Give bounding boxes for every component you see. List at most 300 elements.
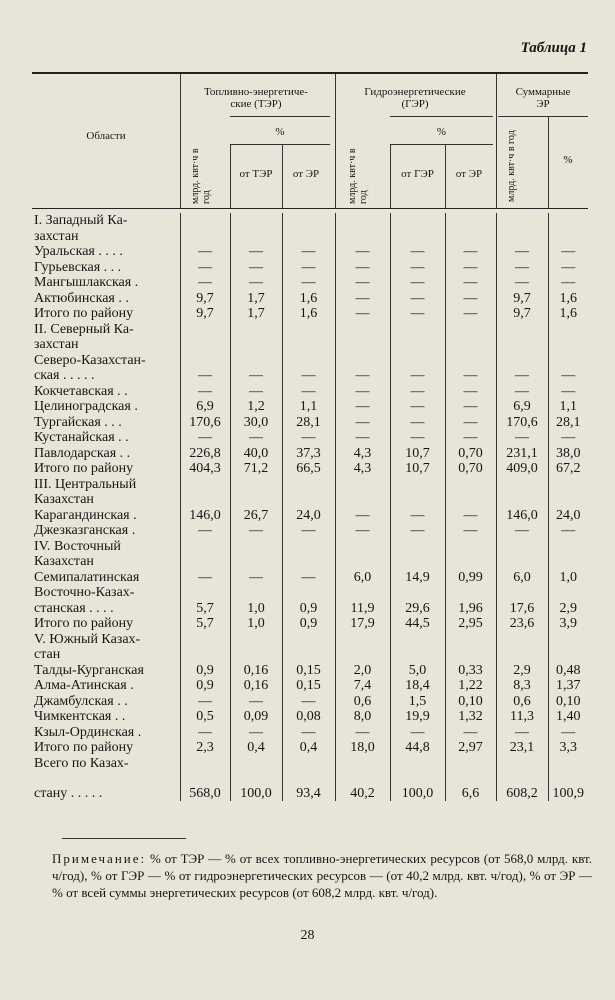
table-cell: — — [230, 275, 282, 291]
table-cell: 608,2 — [496, 771, 548, 801]
table-cell: — — [180, 725, 230, 741]
region-name: Карагандинская . — [34, 507, 137, 523]
table-cell: 0,9 — [180, 678, 230, 694]
table-cell: 1,2 — [230, 399, 282, 415]
table-cell — [230, 492, 282, 508]
table-cell — [548, 585, 588, 601]
table-cell: 1,40 — [548, 709, 588, 725]
table-cell: 146,0 — [496, 508, 548, 524]
table-cell: 6,6 — [445, 771, 496, 801]
table-cell — [548, 756, 588, 772]
region-name: Кзыл-Ординская . — [34, 724, 142, 740]
table-cell: 3,9 — [548, 616, 588, 632]
table-cell: — — [548, 430, 588, 446]
table-row — [32, 337, 588, 353]
table-cell — [282, 539, 335, 555]
table-cell: 9,7 — [180, 306, 230, 322]
table-body — [32, 213, 588, 801]
table-cell: 170,6 — [496, 415, 548, 431]
table-cell: 8,3 — [496, 678, 548, 694]
table-cell: — — [335, 523, 390, 539]
region-column-header: Области — [86, 130, 126, 142]
table-cell — [282, 213, 335, 229]
table-cell — [335, 554, 390, 570]
table-cell: 1,6 — [282, 306, 335, 322]
table-cell: 66,5 — [282, 461, 335, 477]
table-cell — [335, 353, 390, 369]
sum-pct-header: % — [563, 154, 573, 166]
table-cell: 28,1 — [282, 415, 335, 431]
table-cell — [230, 229, 282, 245]
region-name: Целиноградская . — [34, 399, 138, 414]
table-cell: 226,8 — [180, 446, 230, 462]
table-row — [32, 523, 588, 539]
table-cell: 409,0 — [496, 461, 548, 477]
table-cell: — — [496, 523, 548, 539]
table-cell: 7,4 — [335, 678, 390, 694]
table-cell: — — [335, 430, 390, 446]
table-cell: 40,2 — [335, 771, 390, 801]
table-cell: 1,0 — [230, 601, 282, 617]
table-cell: 19,9 — [390, 709, 445, 725]
table-cell: 14,9 — [390, 570, 445, 586]
table-cell: — — [335, 725, 390, 741]
table-row — [32, 415, 588, 431]
table-cell — [548, 477, 588, 493]
table-cell — [180, 632, 230, 648]
table-cell: 4,3 — [335, 461, 390, 477]
sum-group-header: Суммарные ЭР — [515, 86, 571, 110]
table-cell: 1,6 — [548, 306, 588, 322]
table-cell: — — [445, 291, 496, 307]
table-cell — [282, 492, 335, 508]
table-cell — [180, 756, 230, 772]
table-cell: 71,2 — [230, 461, 282, 477]
table-cell: 67,2 — [548, 461, 588, 477]
table-row — [32, 647, 588, 663]
table-cell: 9,7 — [180, 291, 230, 307]
table-cell — [335, 337, 390, 353]
table-cell: — — [282, 570, 335, 586]
table-cell: — — [335, 291, 390, 307]
table-cell: — — [335, 415, 390, 431]
ger-abs-header: млрд. квт·ч в год — [347, 148, 369, 204]
table-cell: 1,1 — [548, 399, 588, 415]
table-cell — [445, 213, 496, 229]
table-cell: 0,9 — [180, 663, 230, 679]
table-cell: — — [180, 570, 230, 586]
table-cell: 0,09 — [230, 709, 282, 725]
table-cell — [230, 585, 282, 601]
table-cell: 2,95 — [445, 616, 496, 632]
ger-pct-header: % — [436, 126, 447, 138]
region-name: Восточно-Казах- — [34, 585, 135, 600]
table-cell: — — [390, 244, 445, 260]
table-cell: 6,9 — [496, 399, 548, 415]
table-cell: — — [390, 523, 445, 539]
table-cell — [496, 554, 548, 570]
table-cell: — — [445, 430, 496, 446]
table-cell — [390, 539, 445, 555]
table-cell: 0,4 — [230, 740, 282, 756]
table-row — [32, 244, 588, 260]
table-cell: 24,0 — [548, 508, 588, 524]
table-cell: — — [282, 523, 335, 539]
table-cell: — — [445, 523, 496, 539]
table-cell: — — [230, 430, 282, 446]
table-cell: 170,6 — [180, 415, 230, 431]
table-cell — [230, 539, 282, 555]
region-name: Чимкентская . . — [34, 709, 126, 724]
table-cell: — — [180, 275, 230, 291]
table-cell: 1,7 — [230, 291, 282, 307]
table-cell: — — [282, 368, 335, 384]
table-cell: 37,3 — [282, 446, 335, 462]
table-cell: — — [335, 508, 390, 524]
table-cell: — — [282, 384, 335, 400]
table-cell — [496, 539, 548, 555]
table-cell — [335, 647, 390, 663]
table-cell: 5,0 — [390, 663, 445, 679]
table-cell: — — [548, 384, 588, 400]
table-cell: — — [445, 508, 496, 524]
table-cell — [180, 647, 230, 663]
table-cell: 100,0 — [230, 771, 282, 801]
ger-from-er-header: от ЭР — [455, 168, 483, 180]
table-row — [32, 213, 588, 229]
footnote-label: Примечание: — [52, 851, 147, 866]
table-cell — [230, 322, 282, 338]
table-cell: 1,6 — [548, 291, 588, 307]
region-name: Северо-Казахстан- — [34, 352, 146, 368]
table-row — [32, 384, 588, 400]
region-name: Итого по району — [34, 740, 134, 755]
table-cell — [335, 632, 390, 648]
table-cell — [496, 322, 548, 338]
table-cell — [335, 477, 390, 493]
table-cell — [496, 492, 548, 508]
table-row — [32, 446, 588, 462]
table-cell: 1,32 — [445, 709, 496, 725]
table-row — [32, 539, 588, 555]
table-cell — [496, 647, 548, 663]
table-cell: 404,3 — [180, 461, 230, 477]
table-cell: — — [335, 306, 390, 322]
ger-from-ger-header: от ГЭР — [401, 168, 434, 180]
region-name: Актюбинская . . — [34, 290, 129, 306]
table-cell — [390, 756, 445, 772]
table-cell: 2,97 — [445, 740, 496, 756]
table-cell — [390, 585, 445, 601]
table-cell — [496, 477, 548, 493]
region-name: Семипалатинская — [34, 569, 140, 585]
table-cell: 231,1 — [496, 446, 548, 462]
table-cell: 93,4 — [282, 771, 335, 801]
table-row — [32, 771, 588, 801]
table-row — [32, 740, 588, 756]
table-row — [32, 725, 588, 741]
table-header — [32, 72, 588, 209]
region-name: IV. Восточный — [34, 538, 121, 554]
table-cell: — — [335, 260, 390, 276]
table-cell: 40,0 — [230, 446, 282, 462]
table-cell: 1,6 — [282, 291, 335, 307]
table-cell — [390, 647, 445, 663]
table-cell: — — [230, 260, 282, 276]
table-cell: 10,7 — [390, 461, 445, 477]
table-cell — [496, 229, 548, 245]
table-cell — [390, 477, 445, 493]
table-cell: — — [282, 430, 335, 446]
table-cell: 18,0 — [335, 740, 390, 756]
table-cell: — — [282, 244, 335, 260]
table-cell: — — [445, 399, 496, 415]
table-cell: 2,3 — [180, 740, 230, 756]
region-name: Алма-Атинская . — [34, 678, 134, 693]
table-cell — [180, 554, 230, 570]
table-cell: 24,0 — [282, 508, 335, 524]
table-cell: — — [180, 260, 230, 276]
table-cell — [445, 229, 496, 245]
table-cell: — — [548, 725, 588, 741]
table-cell: 1,0 — [230, 616, 282, 632]
table-cell: 0,08 — [282, 709, 335, 725]
region-name: Всего по Казах- — [34, 755, 129, 771]
table-cell — [335, 539, 390, 555]
table-cell — [496, 632, 548, 648]
table-cell — [548, 353, 588, 369]
table-cell: 0,4 — [282, 740, 335, 756]
table-cell: — — [335, 384, 390, 400]
table-cell — [180, 492, 230, 508]
table-cell: — — [445, 415, 496, 431]
table-row — [32, 508, 588, 524]
table-cell — [230, 213, 282, 229]
table-cell — [390, 353, 445, 369]
table-cell: 17,9 — [335, 616, 390, 632]
region-name: Джамбулская . . — [34, 693, 128, 709]
table-cell — [390, 229, 445, 245]
footnote-rule — [62, 838, 186, 839]
table-cell: — — [445, 384, 496, 400]
table-cell — [548, 539, 588, 555]
table-cell: 146,0 — [180, 508, 230, 524]
region-name: захстан — [34, 228, 79, 244]
table-cell — [390, 554, 445, 570]
table-row — [32, 399, 588, 415]
table-cell — [548, 632, 588, 648]
table-cell — [282, 337, 335, 353]
table-cell — [282, 585, 335, 601]
table-cell — [180, 322, 230, 338]
table-cell: 11,3 — [496, 709, 548, 725]
table-cell: 0,16 — [230, 663, 282, 679]
table-cell — [496, 756, 548, 772]
table-cell — [282, 353, 335, 369]
table-cell: 0,70 — [445, 446, 496, 462]
table-cell: 2,9 — [548, 601, 588, 617]
table-cell: 0,99 — [445, 570, 496, 586]
table-cell: 0,9 — [282, 616, 335, 632]
table-cell: — — [180, 368, 230, 384]
table-cell: — — [445, 306, 496, 322]
table-cell: — — [548, 244, 588, 260]
page-number: 28 — [300, 928, 315, 943]
region-name: Кокчетавская . . — [34, 383, 128, 399]
table-cell — [230, 477, 282, 493]
table-cell: — — [335, 399, 390, 415]
table-cell: — — [180, 694, 230, 710]
table-cell: 0,10 — [548, 694, 588, 710]
table-cell — [548, 229, 588, 245]
table-cell: — — [390, 291, 445, 307]
table-cell — [496, 585, 548, 601]
table-cell: 0,70 — [445, 461, 496, 477]
table-cell: 1,22 — [445, 678, 496, 694]
table-cell: 0,6 — [496, 694, 548, 710]
table-row — [32, 492, 588, 508]
table-cell — [230, 353, 282, 369]
table-cell: 9,7 — [496, 306, 548, 322]
ter-pct-header: % — [275, 126, 285, 138]
table-cell: 29,6 — [390, 601, 445, 617]
table-cell — [445, 322, 496, 338]
table-cell — [548, 647, 588, 663]
table-cell: — — [180, 384, 230, 400]
region-name: Казахстан — [34, 554, 94, 569]
table-cell: — — [496, 260, 548, 276]
table-cell: 9,7 — [496, 291, 548, 307]
table-cell: 2,0 — [335, 663, 390, 679]
table-cell: — — [445, 244, 496, 260]
table-cell — [445, 337, 496, 353]
table-cell: — — [282, 260, 335, 276]
table-cell: 3,3 — [548, 740, 588, 756]
table-row — [32, 756, 588, 772]
table-cell — [445, 632, 496, 648]
region-name: Казахстан — [34, 492, 94, 507]
table-cell: 44,8 — [390, 740, 445, 756]
table-cell — [180, 213, 230, 229]
table-cell: — — [496, 275, 548, 291]
table-cell: 0,6 — [335, 694, 390, 710]
table-row — [32, 430, 588, 446]
table-cell — [230, 756, 282, 772]
table-cell: 0,9 — [282, 601, 335, 617]
table-cell: — — [496, 725, 548, 741]
table-cell: — — [282, 725, 335, 741]
footnote — [52, 850, 592, 901]
region-name: стану . . . . . — [34, 785, 103, 801]
table-cell: 23,1 — [496, 740, 548, 756]
table-cell: 30,0 — [230, 415, 282, 431]
table-cell — [230, 337, 282, 353]
table-cell — [390, 632, 445, 648]
table-cell — [548, 213, 588, 229]
table-cell — [445, 647, 496, 663]
table-cell — [496, 353, 548, 369]
table-cell: 1,96 — [445, 601, 496, 617]
table-cell: 28,1 — [548, 415, 588, 431]
table-cell: 44,5 — [390, 616, 445, 632]
table-cell: — — [180, 244, 230, 260]
table-row — [32, 353, 588, 369]
table-cell: 2,9 — [496, 663, 548, 679]
ter-group-header: Топливно-энергетиче- ские (ТЭР) — [204, 86, 308, 110]
table-cell — [445, 756, 496, 772]
table-cell: 1,0 — [548, 570, 588, 586]
table-row — [32, 632, 588, 648]
table-cell — [180, 539, 230, 555]
footnote-text: % от ТЭР — % от всех топливно-энергетических ресурсов (от 568,0 млрд. квт. ч/год), % от ГЭР — % от гидроэнергетических ресурсов — (от 40,2 млрд. квт. ч/год), % от ЭР — % от всей суммы энергетических ресурсов (от 608,2 млрд. квт. ч/год). — [52, 851, 592, 900]
region-name: Итого по району — [34, 306, 134, 321]
table-cell: — — [390, 368, 445, 384]
table-row — [32, 616, 588, 632]
table-row — [32, 477, 588, 493]
table-cell — [390, 213, 445, 229]
ter-abs-header: млрд. квт·ч в год — [190, 148, 212, 204]
region-name: Талды-Курганская — [34, 662, 144, 678]
sum-abs-header: млрд. квт·ч в год — [506, 130, 517, 202]
table-cell — [548, 492, 588, 508]
table — [32, 72, 588, 801]
table-row — [32, 229, 588, 245]
table-cell: — — [390, 260, 445, 276]
table-cell — [445, 492, 496, 508]
ter-from-er-header: от ЭР — [292, 168, 320, 180]
table-cell: 1,5 — [390, 694, 445, 710]
table-cell — [282, 554, 335, 570]
table-cell — [335, 213, 390, 229]
table-cell: — — [335, 368, 390, 384]
table-cell: — — [496, 430, 548, 446]
table-cell: — — [445, 275, 496, 291]
table-cell: 0,16 — [230, 678, 282, 694]
table-cell: — — [548, 260, 588, 276]
table-cell — [390, 337, 445, 353]
table-cell — [335, 492, 390, 508]
table-cell: — — [230, 523, 282, 539]
table-cell: — — [390, 508, 445, 524]
table-cell: — — [230, 694, 282, 710]
table-cell — [445, 353, 496, 369]
table-cell: 0,33 — [445, 663, 496, 679]
region-name: Тургайская . . . — [34, 414, 122, 430]
region-name: захстан — [34, 337, 79, 352]
region-name: Кустанайская . . — [34, 430, 129, 445]
table-cell: — — [335, 275, 390, 291]
table-cell — [282, 647, 335, 663]
table-cell — [282, 756, 335, 772]
region-name: Гурьевская . . . — [34, 259, 122, 275]
table-row — [32, 601, 588, 617]
table-row — [32, 291, 588, 307]
region-name: Джезказганская . — [34, 523, 136, 538]
table-cell: — — [496, 368, 548, 384]
ger-group-header: Гидроэнергетические (ГЭР) — [364, 86, 466, 110]
table-cell: 8,0 — [335, 709, 390, 725]
table-row — [32, 694, 588, 710]
table-row — [32, 585, 588, 601]
table-cell: — — [496, 384, 548, 400]
region-name: I. Западный Ка- — [34, 213, 128, 228]
table-cell — [445, 539, 496, 555]
region-name: станская . . . . — [34, 600, 114, 616]
table-cell — [445, 554, 496, 570]
region-name: V. Южный Казах- — [34, 631, 141, 647]
table-cell — [390, 322, 445, 338]
region-name: II. Северный Ка- — [34, 321, 134, 337]
